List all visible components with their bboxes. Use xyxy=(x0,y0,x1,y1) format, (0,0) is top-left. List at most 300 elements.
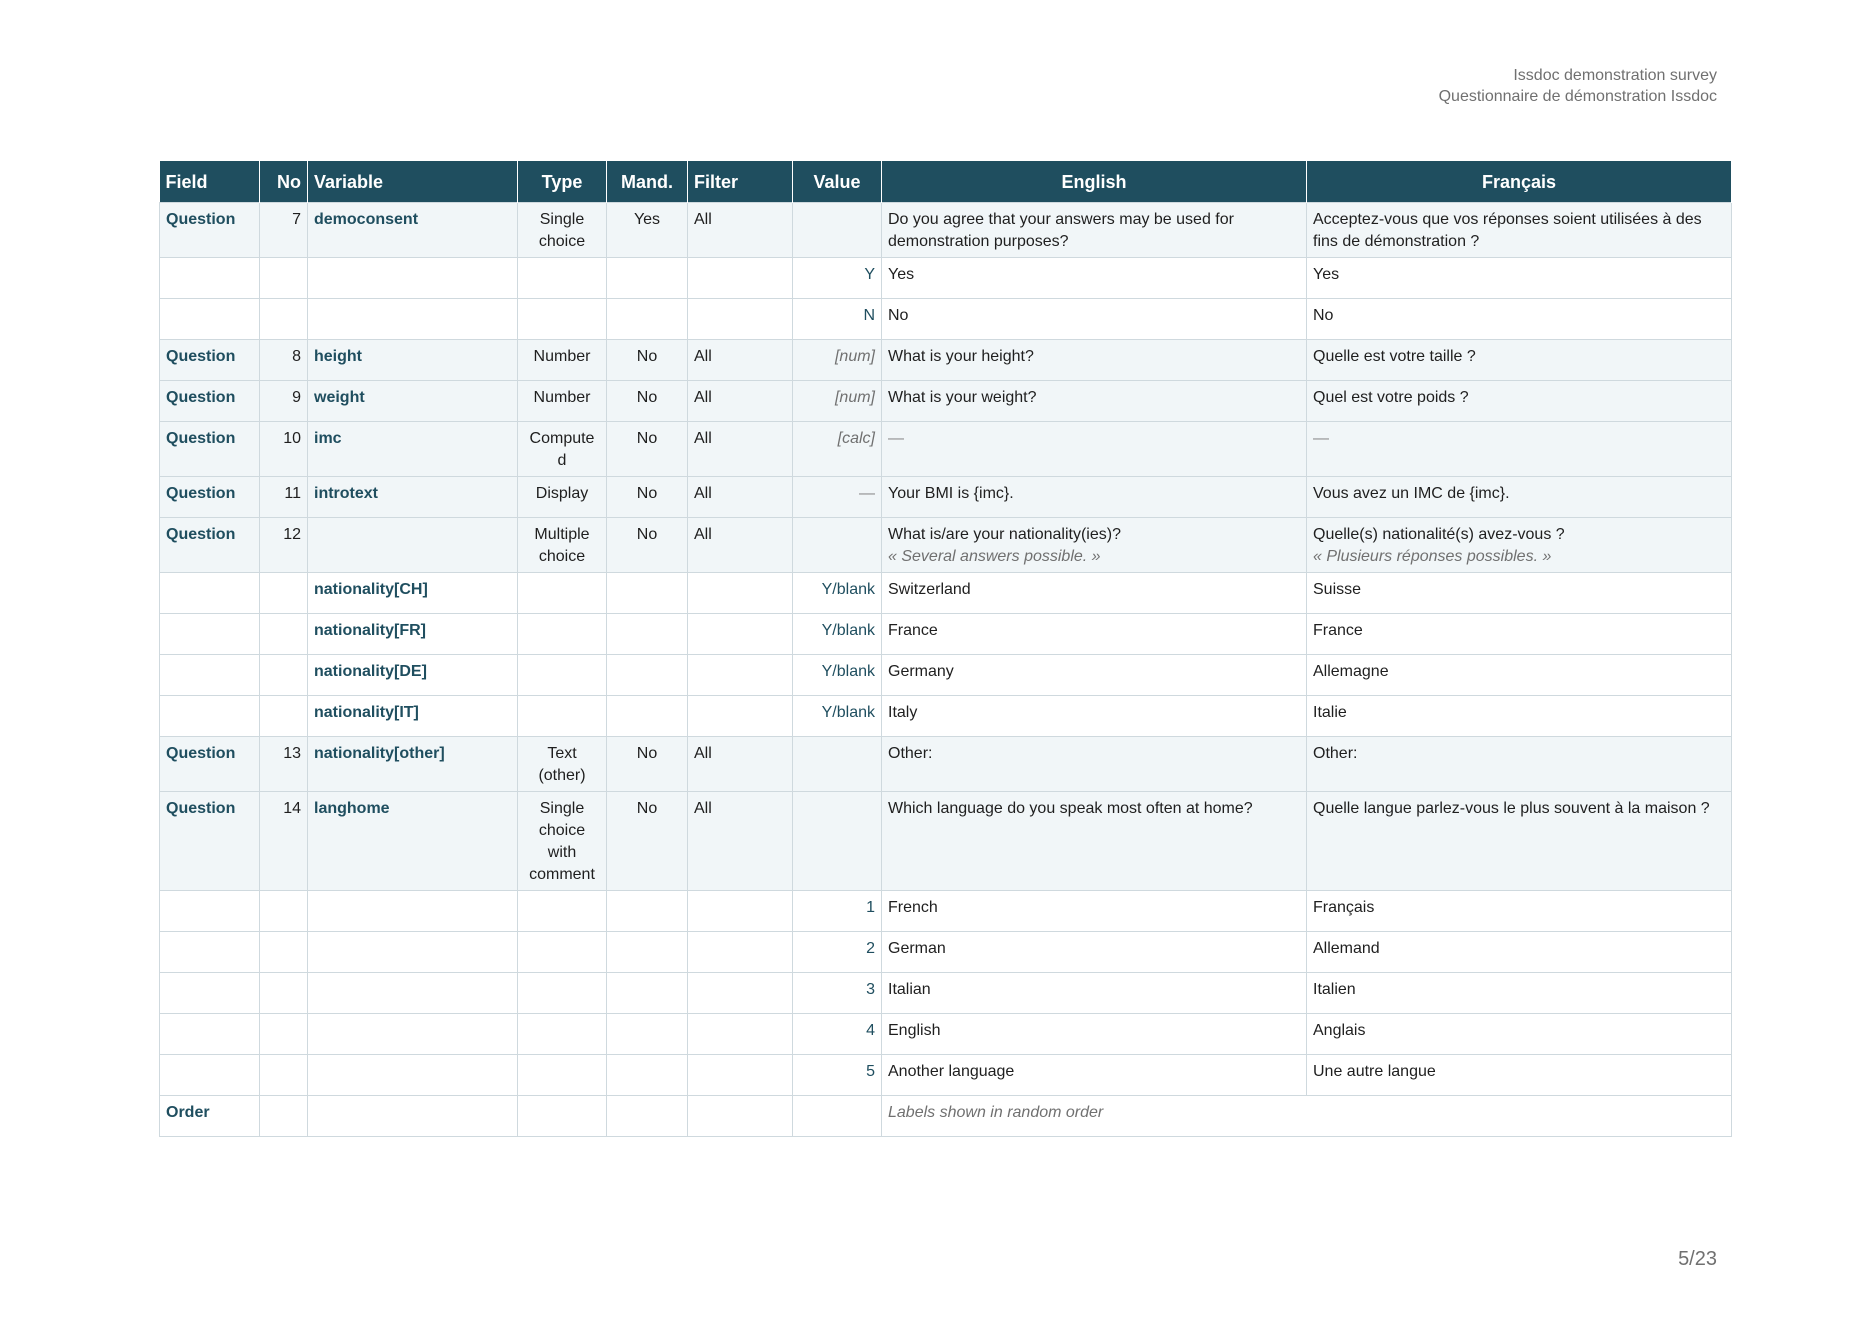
number-cell xyxy=(260,655,308,696)
col-header-no: No xyxy=(260,161,308,203)
french-cell-text: Suisse xyxy=(1313,581,1362,598)
french-cell-text: Other: xyxy=(1313,745,1358,762)
col-header-field: Field xyxy=(160,161,260,203)
number-cell xyxy=(260,299,308,340)
type-cell xyxy=(518,477,607,518)
type-cell xyxy=(518,737,607,792)
number-cell-text: 10 xyxy=(283,430,301,447)
english-cell xyxy=(882,614,1307,655)
type-cell xyxy=(518,1055,607,1096)
field-cell-text: Question xyxy=(166,800,236,817)
value-cell xyxy=(793,1055,882,1096)
number-cell xyxy=(260,340,308,381)
type-cell xyxy=(518,203,607,258)
field-cell xyxy=(160,973,260,1014)
english-cell xyxy=(882,422,1307,477)
number-cell xyxy=(260,518,308,573)
french-cell-text: Quelle langue parlez-vous le plus souvent à la maison ? xyxy=(1313,800,1710,817)
option-row xyxy=(160,258,1732,299)
filter-cell xyxy=(688,932,793,973)
value-cell xyxy=(793,518,882,573)
variable-cell-text: introtext xyxy=(314,485,378,502)
mandatory-cell xyxy=(607,422,688,477)
variable-cell xyxy=(308,932,518,973)
mandatory-cell-text: No xyxy=(636,389,658,406)
variable-cell xyxy=(308,696,518,737)
field-cell xyxy=(160,203,260,258)
question-row xyxy=(160,203,1732,258)
value-cell xyxy=(793,1014,882,1055)
value-cell xyxy=(793,422,882,477)
option-row xyxy=(160,1014,1732,1055)
option-row xyxy=(160,932,1732,973)
value-cell xyxy=(793,792,882,891)
mandatory-cell xyxy=(607,1014,688,1055)
variable-cell xyxy=(308,299,518,340)
field-cell xyxy=(160,792,260,891)
number-cell xyxy=(260,614,308,655)
filter-cell-text: All xyxy=(694,211,712,228)
english-cell-note: « Several answers possible. » xyxy=(888,548,1101,565)
field-cell xyxy=(160,655,260,696)
mandatory-cell xyxy=(607,655,688,696)
field-cell-text: Question xyxy=(166,745,236,762)
number-cell xyxy=(260,573,308,614)
filter-cell-text: All xyxy=(694,430,712,447)
order-empty-cell xyxy=(688,1096,793,1137)
french-cell-text: Italien xyxy=(1313,981,1356,998)
order-empty-cell xyxy=(793,1096,882,1137)
variable-cell xyxy=(308,737,518,792)
type-cell xyxy=(518,340,607,381)
question-row xyxy=(160,518,1732,573)
document-header xyxy=(1439,65,1717,107)
english-cell-text: Another language xyxy=(888,1063,1015,1080)
value-cell-text: 4 xyxy=(866,1022,875,1039)
order-note: Labels shown in random order xyxy=(882,1096,1732,1137)
value-cell-text: Y/blank xyxy=(821,581,875,598)
english-cell xyxy=(882,203,1307,258)
type-cell xyxy=(518,696,607,737)
question-row xyxy=(160,737,1732,792)
type-cell xyxy=(518,891,607,932)
variable-cell xyxy=(308,891,518,932)
variable-cell xyxy=(308,1014,518,1055)
option-row xyxy=(160,891,1732,932)
filter-cell xyxy=(688,696,793,737)
filter-cell-text: All xyxy=(694,526,712,543)
number-cell xyxy=(260,258,308,299)
type-cell xyxy=(518,518,607,573)
mandatory-cell-text: No xyxy=(636,526,658,543)
field-cell xyxy=(160,1055,260,1096)
mandatory-cell xyxy=(607,614,688,655)
english-cell-text: Yes xyxy=(888,266,915,283)
variable-cell-text: nationality[CH] xyxy=(314,581,428,598)
field-cell xyxy=(160,258,260,299)
variable-cell-text: nationality[other] xyxy=(314,745,445,762)
mandatory-cell-text: No xyxy=(636,430,658,447)
french-cell xyxy=(1307,737,1732,792)
french-cell xyxy=(1307,299,1732,340)
filter-cell-text: All xyxy=(694,348,712,365)
type-cell xyxy=(518,614,607,655)
value-cell-text: Y/blank xyxy=(821,622,875,639)
order-empty-cell xyxy=(260,1096,308,1137)
french-cell xyxy=(1307,381,1732,422)
value-cell xyxy=(793,573,882,614)
filter-cell-text: All xyxy=(694,389,712,406)
type-cell-text: Single choice xyxy=(538,211,586,250)
value-cell xyxy=(793,258,882,299)
mandatory-cell xyxy=(607,737,688,792)
mandatory-cell-text: Yes xyxy=(633,211,661,228)
english-cell-text: English xyxy=(888,1022,941,1039)
order-field: Order xyxy=(160,1096,260,1137)
filter-cell-text: All xyxy=(694,745,712,762)
filter-cell xyxy=(688,477,793,518)
type-cell xyxy=(518,1014,607,1055)
type-cell xyxy=(518,973,607,1014)
filter-cell xyxy=(688,422,793,477)
value-cell-text: Y/blank xyxy=(821,704,875,721)
value-cell xyxy=(793,737,882,792)
value-cell-text: 1 xyxy=(866,899,875,916)
number-cell xyxy=(260,203,308,258)
english-cell-text: — xyxy=(888,430,904,447)
french-cell-text: Allemand xyxy=(1313,940,1380,957)
mandatory-cell xyxy=(607,381,688,422)
french-cell xyxy=(1307,203,1732,258)
english-cell xyxy=(882,792,1307,891)
value-cell-text: Y/blank xyxy=(821,663,875,680)
variable-cell xyxy=(308,573,518,614)
value-cell-text: [calc] xyxy=(837,430,875,447)
table-body xyxy=(160,203,1732,1137)
english-cell xyxy=(882,340,1307,381)
type-cell xyxy=(518,258,607,299)
value-cell xyxy=(793,696,882,737)
french-cell xyxy=(1307,696,1732,737)
mandatory-cell xyxy=(607,973,688,1014)
english-cell xyxy=(882,1055,1307,1096)
value-cell-text: — xyxy=(859,485,875,502)
variable-cell xyxy=(308,477,518,518)
field-cell-text: Question xyxy=(166,430,236,447)
col-header-value: Value xyxy=(793,161,882,203)
variable-cell-text: nationality[FR] xyxy=(314,622,426,639)
col-header-francais: Français xyxy=(1307,161,1732,203)
french-cell xyxy=(1307,1055,1732,1096)
english-cell xyxy=(882,932,1307,973)
french-cell xyxy=(1307,477,1732,518)
number-cell-text: 8 xyxy=(292,348,301,365)
value-cell xyxy=(793,973,882,1014)
variable-cell xyxy=(308,1055,518,1096)
filter-cell-text: All xyxy=(694,485,712,502)
value-cell xyxy=(793,655,882,696)
value-cell xyxy=(793,891,882,932)
type-cell-text: Number xyxy=(533,389,591,406)
field-cell xyxy=(160,737,260,792)
field-cell-text: Question xyxy=(166,526,236,543)
col-header-type: Type xyxy=(518,161,607,203)
english-cell-text: Other: xyxy=(888,745,933,762)
mandatory-cell xyxy=(607,340,688,381)
variable-cell xyxy=(308,340,518,381)
number-cell-text: 7 xyxy=(292,211,301,228)
english-cell xyxy=(882,696,1307,737)
number-cell xyxy=(260,696,308,737)
english-cell xyxy=(882,737,1307,792)
number-cell xyxy=(260,477,308,518)
filter-cell xyxy=(688,203,793,258)
filter-cell xyxy=(688,258,793,299)
type-cell-text: Compute d xyxy=(529,430,595,469)
english-cell xyxy=(882,258,1307,299)
type-cell-text: Number xyxy=(533,348,591,365)
variable-cell-text: nationality[IT] xyxy=(314,704,419,721)
mandatory-cell-text: No xyxy=(636,745,658,762)
question-row xyxy=(160,340,1732,381)
survey-table xyxy=(159,161,1732,1137)
option-row xyxy=(160,1055,1732,1096)
variable-cell-text: height xyxy=(314,348,362,365)
english-cell xyxy=(882,518,1307,573)
french-cell xyxy=(1307,573,1732,614)
filter-cell xyxy=(688,573,793,614)
english-cell xyxy=(882,477,1307,518)
option-row xyxy=(160,614,1732,655)
page-number: 5/23 xyxy=(1678,1248,1717,1270)
french-cell-text: Français xyxy=(1313,899,1375,916)
mandatory-cell xyxy=(607,932,688,973)
mandatory-cell-text: No xyxy=(636,485,658,502)
mandatory-cell xyxy=(607,258,688,299)
french-cell-text: Vous avez un IMC de {imc}. xyxy=(1313,485,1510,502)
english-cell xyxy=(882,891,1307,932)
variable-cell xyxy=(308,381,518,422)
french-cell-text: Une autre langue xyxy=(1313,1063,1436,1080)
field-cell xyxy=(160,477,260,518)
mandatory-cell xyxy=(607,891,688,932)
variable-cell xyxy=(308,422,518,477)
number-cell xyxy=(260,422,308,477)
variable-cell xyxy=(308,518,518,573)
filter-cell-text: All xyxy=(694,800,712,817)
question-row xyxy=(160,422,1732,477)
field-cell xyxy=(160,518,260,573)
english-cell-text: No xyxy=(888,307,909,324)
type-cell xyxy=(518,655,607,696)
variable-cell-text: democonsent xyxy=(314,211,419,228)
filter-cell xyxy=(688,737,793,792)
filter-cell xyxy=(688,655,793,696)
number-cell xyxy=(260,1055,308,1096)
order-empty-cell xyxy=(308,1096,518,1137)
variable-cell-text: imc xyxy=(314,430,342,447)
field-cell xyxy=(160,614,260,655)
order-empty-cell xyxy=(607,1096,688,1137)
french-cell xyxy=(1307,1014,1732,1055)
value-cell-text: 3 xyxy=(866,981,875,998)
french-cell-text: Italie xyxy=(1313,704,1347,721)
value-cell-text: [num] xyxy=(834,389,875,406)
english-cell xyxy=(882,299,1307,340)
french-cell-text: Quel est votre poids ? xyxy=(1313,389,1469,406)
type-cell-text: Multiple choice xyxy=(534,526,590,565)
value-cell xyxy=(793,614,882,655)
mandatory-cell xyxy=(607,477,688,518)
option-row xyxy=(160,973,1732,1014)
english-cell xyxy=(882,973,1307,1014)
option-row xyxy=(160,573,1732,614)
french-cell xyxy=(1307,518,1732,573)
french-cell xyxy=(1307,422,1732,477)
type-cell-text: Single choice with comment xyxy=(529,800,595,883)
value-cell-text: Y xyxy=(864,266,875,283)
number-cell-text: 14 xyxy=(283,800,301,817)
french-cell-text: Anglais xyxy=(1313,1022,1366,1039)
english-cell-text: French xyxy=(888,899,938,916)
variable-cell xyxy=(308,258,518,299)
french-cell xyxy=(1307,891,1732,932)
variable-cell xyxy=(308,655,518,696)
value-cell-text: N xyxy=(863,307,875,324)
table-header-row xyxy=(160,161,1732,203)
field-cell-text: Question xyxy=(166,211,236,228)
french-cell-text: Quelle est votre taille ? xyxy=(1313,348,1476,365)
filter-cell xyxy=(688,518,793,573)
field-cell xyxy=(160,299,260,340)
french-cell xyxy=(1307,932,1732,973)
french-cell-text: France xyxy=(1313,622,1363,639)
english-cell-text: What is your height? xyxy=(888,348,1034,365)
english-cell-text: Which language do you speak most often at home? xyxy=(888,800,1253,817)
number-cell xyxy=(260,381,308,422)
french-cell-text: Allemagne xyxy=(1313,663,1389,680)
variable-cell xyxy=(308,203,518,258)
type-cell-text: Text (other) xyxy=(538,745,586,784)
col-header-mand: Mand. xyxy=(607,161,688,203)
mandatory-cell-text: No xyxy=(636,800,658,817)
value-cell xyxy=(793,477,882,518)
english-cell-text: What is/are your nationality(ies)? xyxy=(888,526,1121,543)
number-cell xyxy=(260,891,308,932)
number-cell-text: 13 xyxy=(283,745,301,762)
french-cell xyxy=(1307,792,1732,891)
english-cell-text: Switzerland xyxy=(888,581,971,598)
order-row xyxy=(160,1096,1732,1137)
field-cell xyxy=(160,696,260,737)
number-cell-text: 12 xyxy=(283,526,301,543)
french-cell xyxy=(1307,614,1732,655)
type-cell xyxy=(518,932,607,973)
col-header-filter: Filter xyxy=(688,161,793,203)
value-cell xyxy=(793,299,882,340)
english-cell-text: German xyxy=(888,940,946,957)
number-cell xyxy=(260,792,308,891)
field-cell xyxy=(160,573,260,614)
number-cell xyxy=(260,973,308,1014)
type-cell xyxy=(518,573,607,614)
english-cell-text: Germany xyxy=(888,663,954,680)
english-cell-text: Your BMI is {imc}. xyxy=(888,485,1014,502)
option-row xyxy=(160,655,1732,696)
value-cell xyxy=(793,203,882,258)
english-cell xyxy=(882,381,1307,422)
english-cell xyxy=(882,655,1307,696)
field-cell xyxy=(160,422,260,477)
filter-cell xyxy=(688,381,793,422)
number-cell-text: 11 xyxy=(284,485,301,502)
french-cell xyxy=(1307,340,1732,381)
filter-cell xyxy=(688,891,793,932)
option-row xyxy=(160,696,1732,737)
french-cell xyxy=(1307,258,1732,299)
field-cell xyxy=(160,381,260,422)
value-cell-text: 5 xyxy=(866,1063,875,1080)
type-cell xyxy=(518,299,607,340)
field-cell-text: Question xyxy=(166,348,236,365)
field-cell xyxy=(160,1014,260,1055)
english-cell-text: Italian xyxy=(888,981,931,998)
value-cell xyxy=(793,340,882,381)
type-cell-text: Display xyxy=(535,485,589,502)
mandatory-cell xyxy=(607,573,688,614)
mandatory-cell xyxy=(607,1055,688,1096)
field-cell xyxy=(160,932,260,973)
number-cell xyxy=(260,737,308,792)
french-cell-text: Yes xyxy=(1313,266,1340,283)
value-cell-text: 2 xyxy=(866,940,875,957)
english-cell xyxy=(882,573,1307,614)
header-title-en: Issdoc demonstration survey xyxy=(1513,67,1717,84)
french-cell-note: « Plusieurs réponses possibles. » xyxy=(1313,548,1552,565)
filter-cell xyxy=(688,614,793,655)
number-cell xyxy=(260,1014,308,1055)
french-cell-text: Acceptez-vous que vos réponses soient utilisées à des fins de démonstration ? xyxy=(1313,211,1702,250)
field-cell xyxy=(160,891,260,932)
variable-cell xyxy=(308,614,518,655)
field-cell xyxy=(160,340,260,381)
number-cell xyxy=(260,932,308,973)
filter-cell xyxy=(688,1055,793,1096)
type-cell xyxy=(518,381,607,422)
mandatory-cell xyxy=(607,203,688,258)
english-cell xyxy=(882,1014,1307,1055)
mandatory-cell-text: No xyxy=(636,348,658,365)
mandatory-cell xyxy=(607,696,688,737)
variable-cell-text: nationality[DE] xyxy=(314,663,427,680)
question-row xyxy=(160,792,1732,891)
field-cell-text: Question xyxy=(166,485,236,502)
filter-cell xyxy=(688,973,793,1014)
mandatory-cell xyxy=(607,518,688,573)
value-cell xyxy=(793,932,882,973)
question-row xyxy=(160,477,1732,518)
order-empty-cell xyxy=(518,1096,607,1137)
value-cell-text: [num] xyxy=(834,348,875,365)
filter-cell xyxy=(688,299,793,340)
variable-cell-text: langhome xyxy=(314,800,390,817)
mandatory-cell xyxy=(607,792,688,891)
value-cell xyxy=(793,381,882,422)
french-cell-text: No xyxy=(1313,307,1334,324)
variable-cell-text: weight xyxy=(314,389,365,406)
french-cell-text: Quelle(s) nationalité(s) avez-vous ? xyxy=(1313,526,1565,543)
variable-cell xyxy=(308,792,518,891)
